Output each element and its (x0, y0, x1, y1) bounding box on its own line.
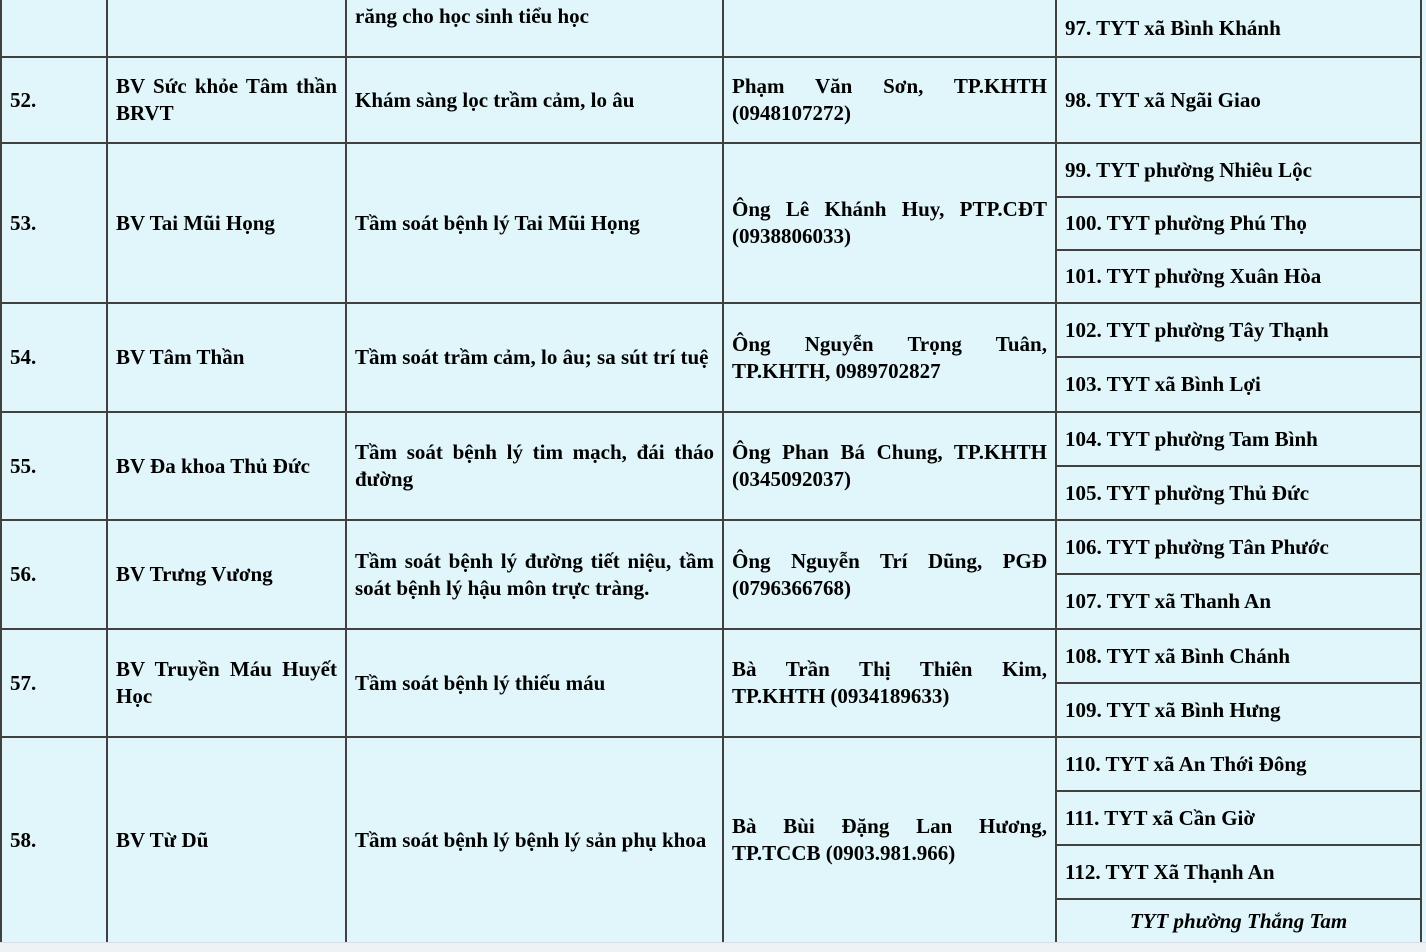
row-number-cell (1, 0, 107, 57)
hospital-cell (107, 0, 346, 57)
tyt-cell: 107. TYT xã Thanh An (1056, 574, 1421, 629)
tyt-cell: 97. TYT xã Bình Khánh (1056, 0, 1421, 57)
contact-cell: Ông Nguyễn Trọng Tuân, TP.KHTH, 0989702827 (723, 303, 1056, 412)
hospital-cell: BV Đa khoa Thủ Đức (107, 412, 346, 520)
service-cell: Tầm soát bệnh lý đường tiết niệu, tầm soát bệnh lý hậu môn trực tràng. (346, 520, 723, 629)
hospital-cell: BV Từ Dũ (107, 737, 346, 943)
contact-cell: Bà Bùi Đặng Lan Hương, TP.TCCB (0903.981.966) (723, 737, 1056, 943)
row-number-cell: 53. (1, 143, 107, 303)
contact-cell (723, 0, 1056, 57)
table-row (1, 0, 1421, 57)
hospital-cell: BV Tâm Thần (107, 303, 346, 412)
row-number-cell: 56. (1, 520, 107, 629)
row-number-cell: 54. (1, 303, 107, 412)
tyt-cell: 109. TYT xã Bình Hưng (1056, 683, 1421, 737)
row-number-cell: 55. (1, 412, 107, 520)
hospital-cell: BV Tai Mũi Họng (107, 143, 346, 303)
tyt-cell: 111. TYT xã Cần Giờ (1056, 791, 1421, 845)
row-number-cell: 52. (1, 57, 107, 143)
tyt-cell: 106. TYT phường Tân Phước (1056, 520, 1421, 574)
tyt-cell: 103. TYT xã Bình Lợi (1056, 357, 1421, 412)
contact-cell: Bà Trần Thị Thiên Kim, TP.KHTH (0934189633) (723, 629, 1056, 737)
service-cell: Tầm soát bệnh lý Tai Mũi Họng (346, 143, 723, 303)
service-cell: Tầm soát bệnh lý bệnh lý sản phụ khoa (346, 737, 723, 943)
service-cell: Tầm soát bệnh lý thiếu máu (346, 629, 723, 737)
service-cell: Tầm soát trầm cảm, lo âu; sa sút trí tuệ (346, 303, 723, 412)
table-row (1, 143, 1421, 197)
table-row (1, 412, 1421, 466)
table-row (1, 57, 1421, 143)
page-bottom-edge (0, 942, 1426, 952)
contact-cell: Ông Lê Khánh Huy, PTP.CĐT (0938806033) (723, 143, 1056, 303)
tyt-cell: 105. TYT phường Thủ Đức (1056, 466, 1421, 520)
service-cell: răng cho học sinh tiểu học (346, 0, 723, 57)
hospital-cell: BV Trưng Vương (107, 520, 346, 629)
hospital-cell: BV Sức khỏe Tâm thần BRVT (107, 57, 346, 143)
contact-cell: Phạm Văn Sơn, TP.KHTH (0948107272) (723, 57, 1056, 143)
table-row (1, 303, 1421, 357)
tyt-cell: TYT phường Thắng Tam (1056, 899, 1421, 943)
tyt-cell: 104. TYT phường Tam Bình (1056, 412, 1421, 466)
tyt-cell: 108. TYT xã Bình Chánh (1056, 629, 1421, 683)
table-body (1, 0, 1421, 943)
hospital-cell: BV Truyền Máu Huyết Học (107, 629, 346, 737)
service-cell: Khám sàng lọc trầm cảm, lo âu (346, 57, 723, 143)
table-row (1, 737, 1421, 791)
table-row (1, 520, 1421, 574)
tyt-cell: 99. TYT phường Nhiêu Lộc (1056, 143, 1421, 197)
service-cell: Tầm soát bệnh lý tim mạch, đái tháo đường (346, 412, 723, 520)
row-number-cell: 57. (1, 629, 107, 737)
tyt-cell: 100. TYT phường Phú Thọ (1056, 197, 1421, 250)
tyt-cell: 101. TYT phường Xuân Hòa (1056, 250, 1421, 303)
table-row (1, 629, 1421, 683)
contact-cell: Ông Nguyễn Trí Dũng, PGĐ (0796366768) (723, 520, 1056, 629)
tyt-cell: 98. TYT xã Ngãi Giao (1056, 57, 1421, 143)
row-number-cell: 58. (1, 737, 107, 943)
tyt-cell: 110. TYT xã An Thới Đông (1056, 737, 1421, 791)
contact-cell: Ông Phan Bá Chung, TP.KHTH (0345092037) (723, 412, 1056, 520)
tyt-cell: 102. TYT phường Tây Thạnh (1056, 303, 1421, 357)
tyt-cell: 112. TYT Xã Thạnh An (1056, 845, 1421, 899)
